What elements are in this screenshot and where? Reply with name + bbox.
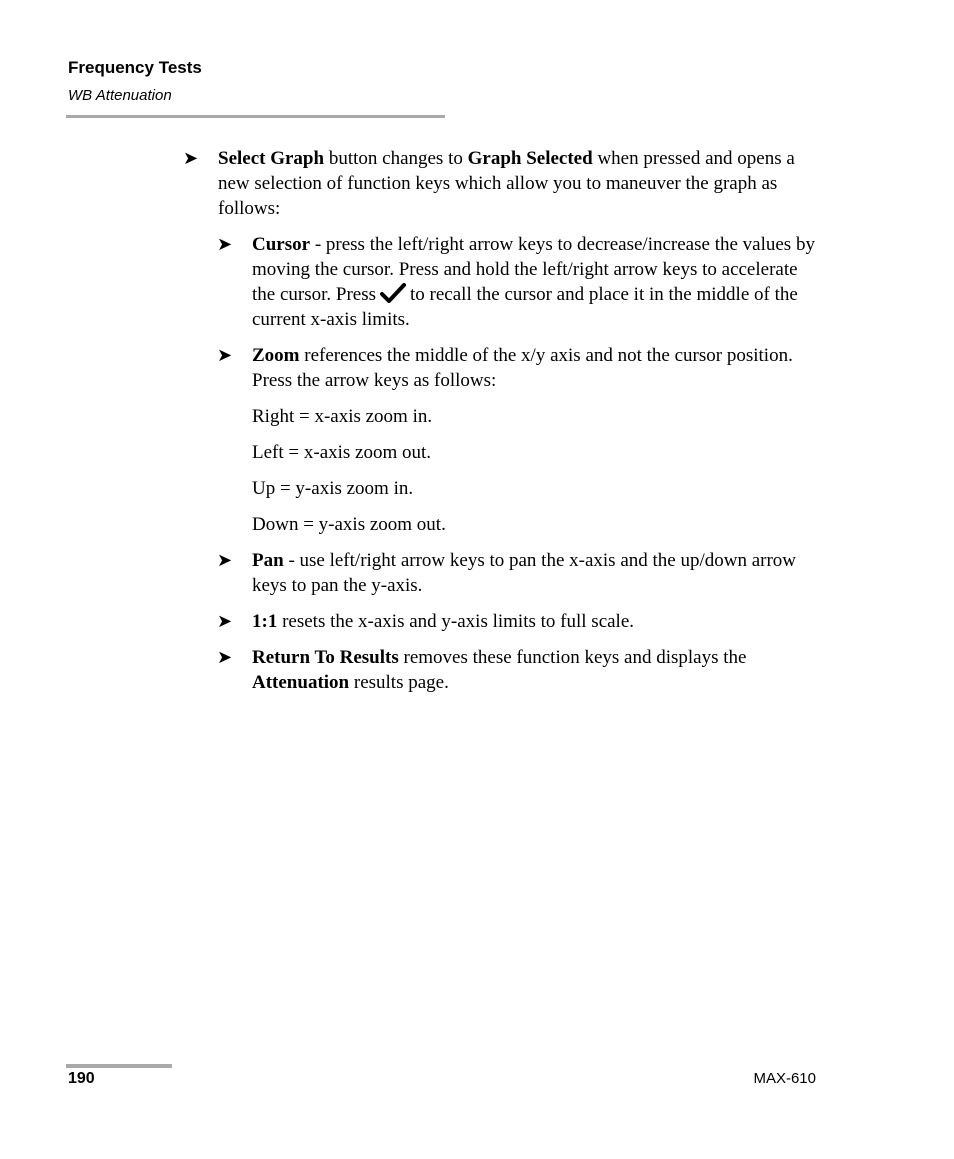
select-graph-text-2: when pressed and opens a new selection of function keys which allow you to maneuver the graph as follows: <box>218 148 795 219</box>
return-to-results-term: Return To Results <box>252 647 399 668</box>
cursor-text: - press the left/right arrow keys to decrease/increase the values by moving the cursor. Press and hold the left/right arrow keys to accelerate the cursor. Press <box>252 234 815 305</box>
checkmark-icon <box>380 283 406 303</box>
bullet-return-to-results <box>214 645 820 695</box>
bullet-arrow-icon: ➤ <box>183 148 199 168</box>
header-divider <box>66 115 445 118</box>
footer-divider <box>66 1064 172 1068</box>
zoom-left: Left = x-axis zoom out. <box>252 442 432 463</box>
pan-term: Pan <box>252 550 284 571</box>
pan-text: - use left/right arrow keys to pan the x-axis and the up/down arrow keys to pan the y-axis. <box>252 550 797 596</box>
graph-function-keys-list-2 <box>214 548 820 695</box>
select-graph-text: button changes to <box>324 148 468 169</box>
zoom-text: references the middle of the x/y axis and not the cursor position. Press the arrow keys as follows: <box>252 345 793 391</box>
zoom-term: Zoom <box>252 345 300 366</box>
bullet-arrow-icon: ➤ <box>217 550 233 570</box>
bullet-one-to-one <box>214 609 820 634</box>
zoom-up: Up = y-axis zoom in. <box>252 478 414 499</box>
main-content <box>180 146 820 706</box>
return-to-results-text: removes these function keys and displays the <box>398 647 747 668</box>
page-number: 190 <box>68 1070 95 1087</box>
cursor-text-2: to recall the cursor and place it in the middle of the current x-axis limits. <box>252 284 798 330</box>
bullet-pan <box>214 548 820 598</box>
attenuation-term: Attenuation <box>252 672 350 693</box>
bullet-select-graph <box>180 146 820 221</box>
bullet-arrow-icon: ➤ <box>217 234 233 254</box>
bullet-cursor <box>214 232 820 332</box>
select-graph-term: Select Graph <box>218 148 325 169</box>
bullet-arrow-icon: ➤ <box>217 647 233 667</box>
running-header <box>68 57 202 106</box>
section-title: Frequency Tests <box>68 58 202 77</box>
zoom-right: Right = x-axis zoom in. <box>252 406 433 427</box>
cursor-term: Cursor <box>252 234 311 255</box>
zoom-down: Down = y-axis zoom out. <box>252 514 446 535</box>
graph-selected-term: Graph Selected <box>467 148 593 169</box>
one-to-one-term: 1:1 <box>252 611 278 632</box>
bullet-arrow-icon: ➤ <box>217 611 233 631</box>
subsection-title: WB Attenuation <box>68 87 172 104</box>
one-to-one-text: resets the x-axis and y-axis limits to full scale. <box>277 611 635 632</box>
bullet-arrow-icon: ➤ <box>217 345 233 365</box>
product-name: MAX-610 <box>753 1070 816 1087</box>
return-to-results-text-2: results page. <box>349 672 449 693</box>
bullet-zoom <box>214 343 820 393</box>
graph-function-keys-list <box>214 232 820 393</box>
